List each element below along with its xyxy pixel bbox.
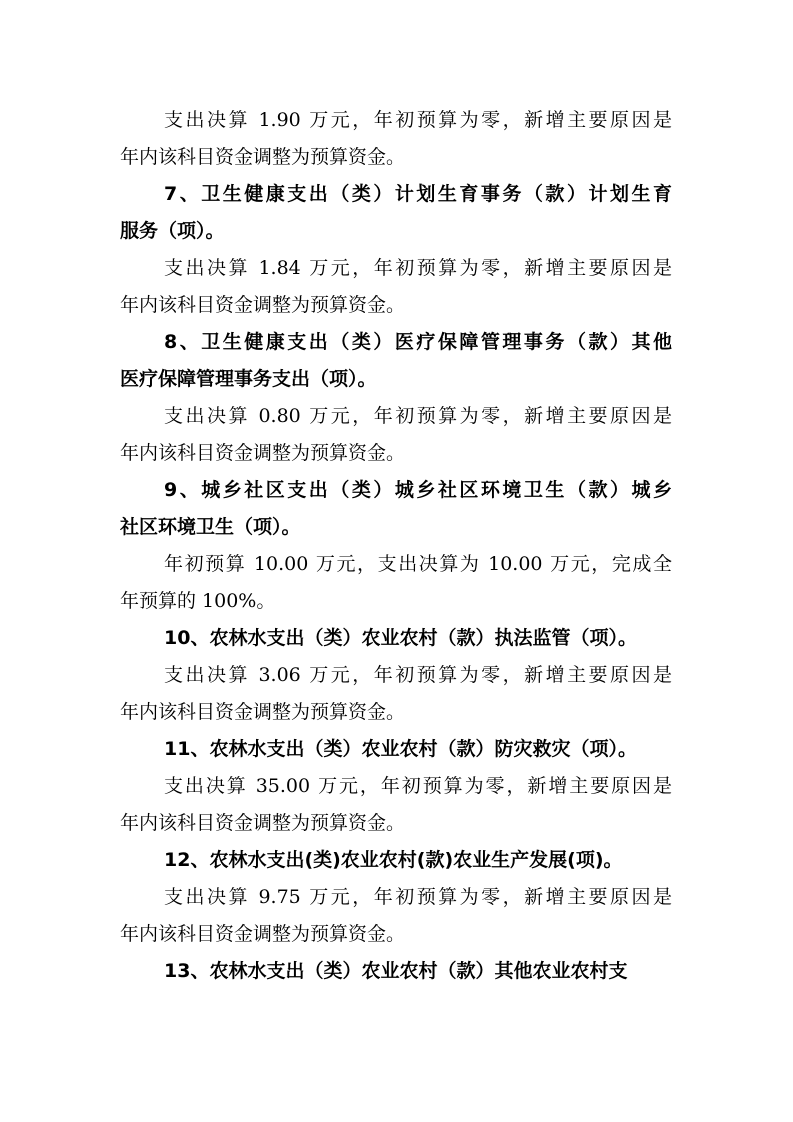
- section-heading-line: 7、卫生健康支出（类）计划生育事务（款）计划生育: [164, 183, 672, 205]
- section-heading-line: 11、农林水支出（类）农业农村（款）防灾救灾（项）。: [164, 738, 637, 760]
- paragraph-line: 支出决算 35.00 万元，年初预算为零，新增主要原因是: [164, 775, 672, 797]
- paragraph-line: 支出决算 0.80 万元，年初预算为零，新增主要原因是: [164, 405, 672, 427]
- section-heading-line: 10、农林水支出（类）农业农村（款）执法监管（项）。: [164, 627, 637, 649]
- paragraph-line: 支出决算 1.84 万元，年初预算为零，新增主要原因是: [164, 257, 672, 279]
- paragraph-line: 年预算的 100%。: [120, 590, 276, 612]
- paragraph-line: 年内该科目资金调整为预算资金。: [120, 294, 406, 316]
- paragraph-line: 年内该科目资金调整为预算资金。: [120, 923, 406, 945]
- section-heading-line: 13、农林水支出（类）农业农村（款）其他农业农村支: [164, 960, 628, 982]
- paragraph-line: 支出决算 1.90 万元，年初预算为零，新增主要原因是: [164, 109, 672, 131]
- section-heading-line: 医疗保障管理事务支出（项）。: [120, 368, 377, 390]
- section-heading-line: 8、卫生健康支出（类）医疗保障管理事务（款）其他: [164, 331, 672, 353]
- paragraph-line: 支出决算 3.06 万元，年初预算为零，新增主要原因是: [164, 664, 672, 686]
- section-heading-line: 9、城乡社区支出（类）城乡社区环境卫生（款）城乡: [164, 479, 672, 501]
- paragraph-line: 年内该科目资金调整为预算资金。: [120, 146, 406, 168]
- paragraph-line: 年内该科目资金调整为预算资金。: [120, 701, 406, 723]
- section-heading-line: 服务（项）。: [120, 220, 225, 242]
- paragraph-line: 年内该科目资金调整为预算资金。: [120, 812, 406, 834]
- paragraph-line: 支出决算 9.75 万元，年初预算为零，新增主要原因是: [164, 886, 672, 908]
- section-heading-line: 社区环境卫生（项）。: [120, 516, 301, 538]
- document-body: [120, 102, 672, 990]
- paragraph-line: 年内该科目资金调整为预算资金。: [120, 442, 406, 464]
- paragraph-line: 年初预算 10.00 万元，支出决算为 10.00 万元，完成全: [164, 553, 672, 575]
- section-heading-line: 12、农林水支出(类)农业农村(款)农业生产发展(项)。: [164, 849, 623, 871]
